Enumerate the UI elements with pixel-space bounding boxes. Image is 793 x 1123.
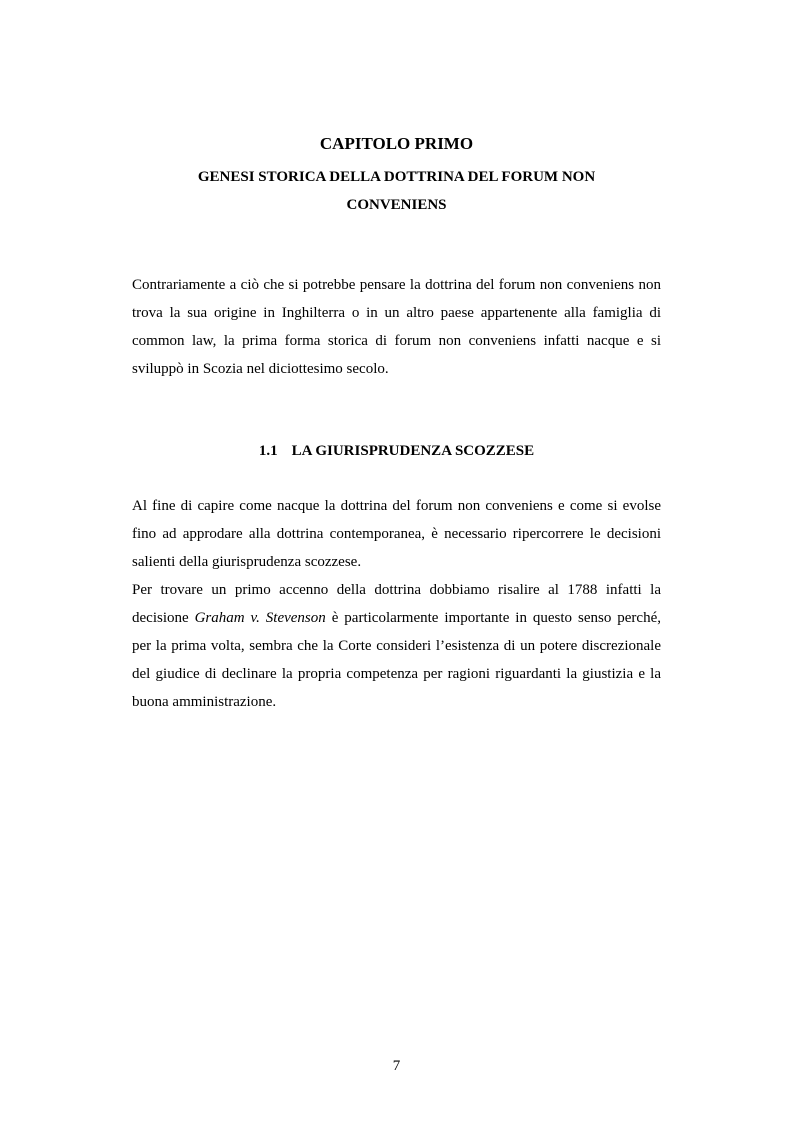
paragraph-text-before-case: Per trovare un primo accenno della dottrina dobbiamo risalire al 1788 infatti la decisione — [132, 582, 661, 626]
section-number: 1.1 — [258, 443, 278, 459]
section-paragraph-2 — [132, 576, 661, 716]
section-paragraph-1: Al fine di capire come nacque la dottrina del forum non conveniens e come si evolse fino ad approdare alla dottrina contemporanea, è necessario ripercorrere le decisioni salienti della giurisprudenza scozzese. — [132, 498, 661, 570]
chapter-subtitle: GENESI STORICA DELLA DOTTRINA DEL FORUM NON CONVENIENS — [197, 169, 596, 213]
section-title: LA GIURISPRUDENZA SCOZZESE — [291, 443, 535, 459]
intro-paragraph: Contrariamente a ciò che si potrebbe pensare la dottrina del forum non conveniens non trova la sua origine in Inghilterra o in un altro paese appartenente alla famiglia di common law, la prima forma storica di forum non conveniens infatti nacque e si sviluppò in Scozia nel diciottesimo secolo. — [132, 277, 661, 377]
section-heading — [0, 437, 793, 465]
case-name: Graham v. Stevenson — [194, 610, 326, 626]
page-number: 7 — [392, 1058, 401, 1074]
paragraph-text-after-case: è particolarmente importante in questo senso perché, per la prima volta, sembra che la Corte consideri l’esistenza di un potere discrezionale del giudice di declinare la propria competenza per ragioni riguardanti la giustizia e la buona amministrazione. — [132, 610, 661, 710]
chapter-title: CAPITOLO PRIMO — [319, 134, 474, 153]
